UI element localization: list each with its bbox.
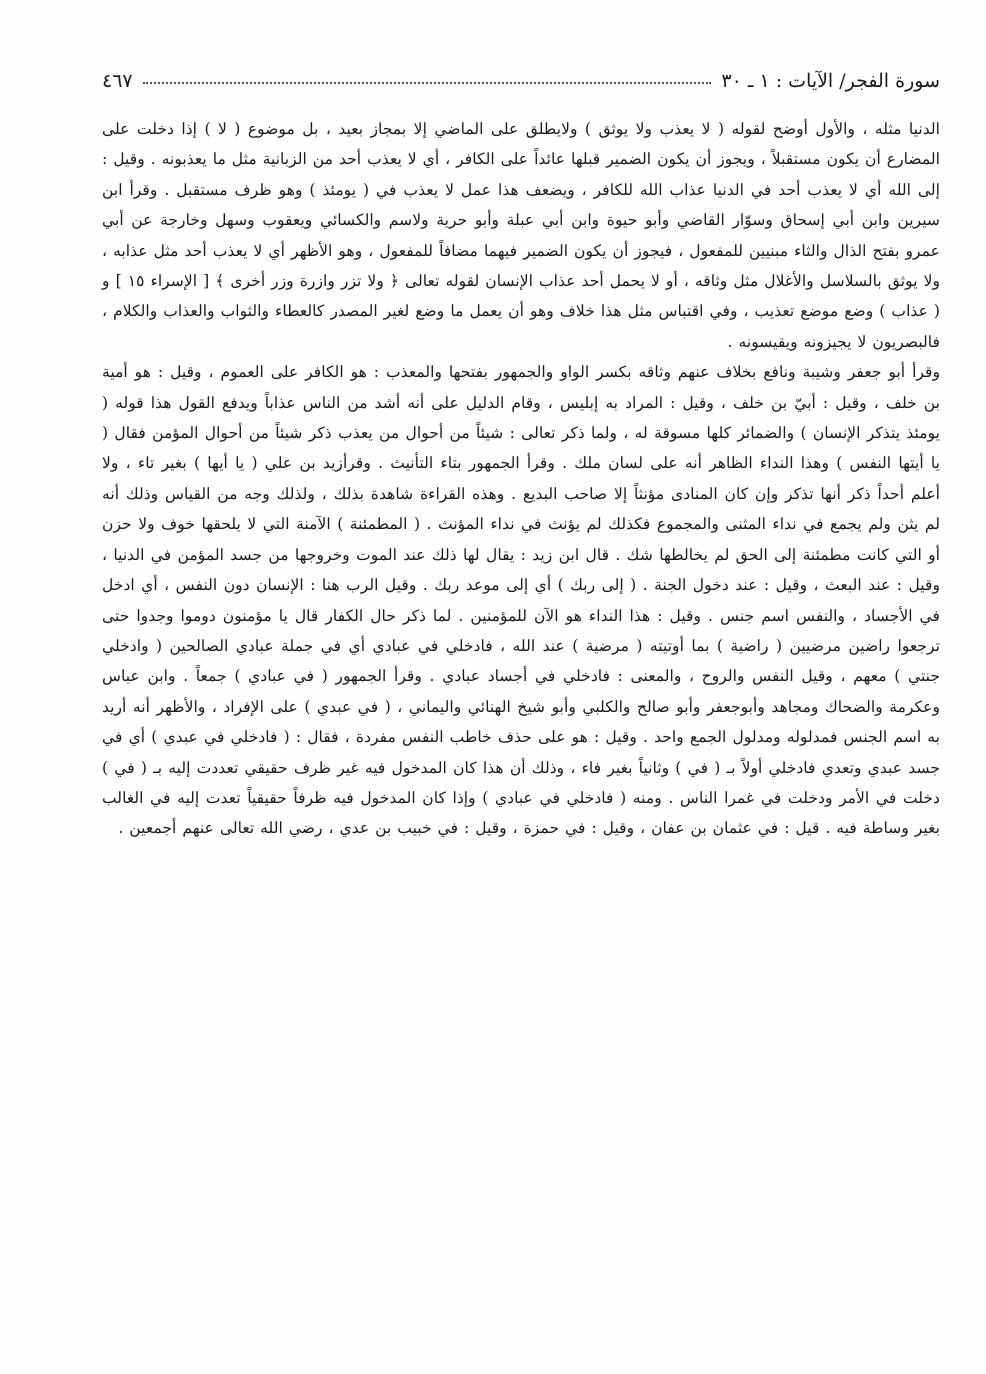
page-number: ٤٦٧	[102, 70, 133, 92]
paragraph: وقرأ أبو جعفر وشيبة ونافع بخلاف عنهم وثاقه بكسر الواو والجمهور بفتحها والمعذب : هو الكافر على العموم ، وقيل : هو أمية بن خلف ، وقيل : أبيّ بن خلف ، وقيل : المراد به إبليس ، وقام الدليل على أنه أشد من الناس عذاباً ويدفع القول هذا قوله ( يومئذ يتذكر الإنسان ) والضمائر كلها مسوقة له ، ولما ذكر تعالى : شيئاً من أحوال من يعذب ذكر شيئاً من أحوال المؤمن فقال ( يا أيتها النفس ) وهذا النداء الظاهر أنه على لسان ملك . وقرأ الجمهور بتاء التأنيث . وقرأزيد بن علي ( يا أيها ) بغير تاء ، ولا أعلم أحداً ذكر أنها تذكر وإن كان المنادى مؤنثاً إلا صاحب البديع . وهذه القراءة شاهدة بذلك ، ولذلك وجه من القياس وذلك أنه لم يثن ولم يجمع في نداء المثنى والمجموع فكذلك لم يؤنث في نداء المؤنث . ( المطمئنة ) الآمنة التي لا يلحقها خوف ولا حزن أو التي كانت مطمئنة إلى الحق لم يخالطها شك . قال ابن زيد : يقال لها ذلك عند الموت وخروجها من جسد المؤمن في الدنيا ، وقيل : عند البعث ، وقيل : عند دخول الجنة . ( إلى ربك ) أي إلى موعد ربك . وقيل الرب هنا : الإنسان دون النفس ، أي ادخل في الأجساد ، والنفس اسم جنس . وقيل : هذا النداء هو الآن للمؤمنين . لما ذكر حال الكفار قال يا مؤمنون دوموا وجدوا حتى ترجعوا راضين مرضيين ( راضية ) بما أوتيته ( مرضية ) عند الله ، فادخلي في عبادي أي في جملة عبادي الصالحين ( وادخلي جنتي ) معهم ، وقيل النفس والروح ، والمعنى : فادخلي في أجساد عبادي . وقرأ الجمهور ( في عبادي ) جمعاً . وابن عباس وعكرمة والضحاك ومجاهد وأبوجعفر وأبو صالح والكلبي وأبو شيخ الهنائي واليماني ، ( في عبدي ) على الإفراد ، والأظهر أنه أريد به اسم الجنس فمدلوله ومدلول الجمع واحد . وقيل : هو على حذف خاطب النفس مفردة ، فقال : ( فادخلي في عبدي ) أي في جسد عبدي وتعدي فادخلي أولاً بـ ( في ) وثانياً بغير فاء ، وذلك أن هذا كان المدخول فيه غير ظرف حقيقي تعددت إليه بـ ( في ) دخلت في الأمر ودخلت في غمرا الناس . ومنه ( فادخلي في عبادي ) وإذا كان المدخول فيه ظرفاً حقيقياً تعدت إليه في الغالب بغير وساطة فيه . قيل : في عثمان بن عفان ، وقيل : في حمزة ، وقيل : في خبيب بن عدي ، رضي الله تعالى عنهم أجمعين .	[102, 363, 940, 838]
page-header	[102, 62, 940, 92]
header-dotted-rule	[143, 82, 712, 84]
running-title: سورة الفجر/ الآيات : ١ ـ ٣٠	[721, 70, 940, 92]
paragraph: الدنيا مثله ، والأول أوضح لقوله ( لا يعذب ولا يوثق ) ولايطلق على الماضي إلا بمجاز بعيد ، بل موضوع ( لا ) إذا دخلت على المضارع أن يكون مستقبلاً ، ويجوز أن يكون الضمير قبلها عائداً على الكافر ، أي لا يعذب أحد من الزبانية مثل ما يعذبونه . وقيل : إلى الله أي لا يعذب أحد في الدنيا عذاب الله للكافر ، ويضعف هذا عمل لا يعذب في ( يومئذ ) وهو ظرف مستقبل . وقرأ ابن سيرين وابن أبي إسحاق وسوّار القاضي وأبو حيوة وابن أبي عبلة وأبو حرية ولاسم والكسائي ويعقوب وسهل وخارجة عن أبي عمرو بفتح الذال والثاء مبنيين للمفعول ، فيجوز أن يكون الضمير فيهما مضافاً للمفعول ، وهو الأظهر أي لا يعذب أحد مثل عذابه ، ولا يوثق بالسلاسل والأغلال مثل وثاقه ، أو لا يحمل أحد عذاب الإنسان لقوله تعالى ﴿ ولا تزر وازرة وزر أخرى ﴾ [ الإسراء ١٥ ] و ( عذاب ) وضع موضع تعذيب ، وفي اقتباس مثل هذا خلاف وهو أن يعمل ما وضع لغير المصدر كالعطاء والثواب والعذاب والكلام ، فالبصريون لا يجيزونه ويقيسونه .	[102, 120, 940, 351]
body-text	[102, 114, 940, 844]
